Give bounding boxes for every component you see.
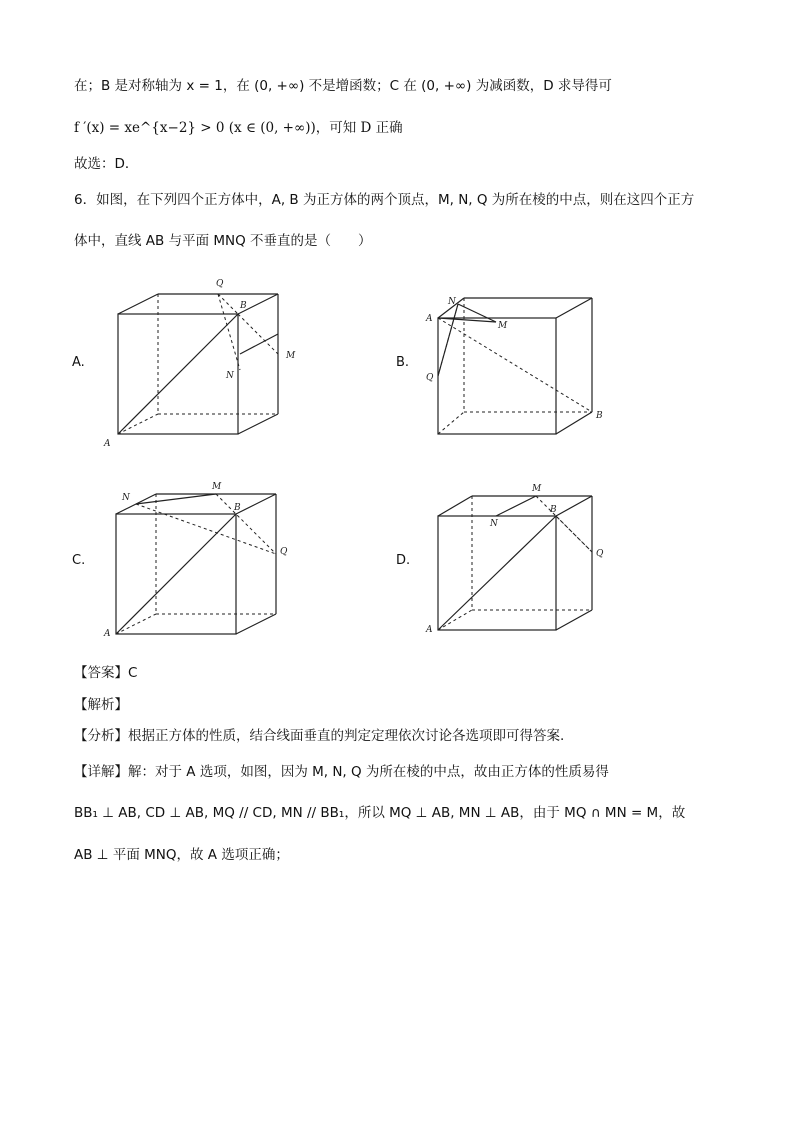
point-n-label: N bbox=[448, 297, 456, 307]
point-n-label: N bbox=[226, 371, 234, 381]
point-m-label: M bbox=[212, 482, 222, 492]
option-c-label: C. bbox=[72, 553, 86, 568]
option-d-label: D. bbox=[396, 553, 411, 568]
point-m-label: M bbox=[498, 321, 508, 331]
vertex-a-label: A bbox=[104, 629, 111, 639]
text-line-1: 在；B 是对称轴为 x = 1，在 (0, +∞) 不是增函数；C 在 (0, +∞) 为减函数，D 求导得可 bbox=[74, 78, 612, 94]
vertex-a-label: A bbox=[426, 625, 433, 635]
point-m-label: M bbox=[532, 484, 542, 494]
cube-figure-a bbox=[100, 270, 310, 455]
question-6-line-1: 6．如图，在下列四个正方体中，A, B 为正方体的两个顶点，M, N, Q 为所在棱的中点，则在这四个正方 bbox=[74, 192, 695, 208]
detailed-solution-line-1: 【详解】解：对于 A 选项，如图，因为 M, N, Q 为所在棱的中点，故由正方体的性质易得 bbox=[74, 764, 609, 780]
analysis-heading: 【解析】 bbox=[74, 697, 128, 713]
vertex-a-label: A bbox=[426, 314, 433, 324]
cube-figure-c bbox=[100, 478, 310, 640]
vertex-b-label: B bbox=[234, 503, 241, 513]
point-q-label: Q bbox=[596, 549, 604, 559]
point-m-label: M bbox=[286, 351, 296, 361]
point-n-label: N bbox=[122, 493, 130, 503]
point-q-label: Q bbox=[216, 279, 224, 289]
text-line-3: 故选：D． bbox=[74, 156, 139, 172]
point-q-label: Q bbox=[280, 547, 288, 557]
point-n-label: N bbox=[490, 519, 498, 529]
vertex-b-label: B bbox=[550, 505, 557, 515]
answer-line: 【答案】C bbox=[74, 665, 138, 681]
analysis-summary: 【分析】根据正方体的性质，结合线面垂直的判定定理依次讨论各选项即可得答案. bbox=[74, 728, 565, 744]
detailed-solution-line-2: BB₁ ⊥ AB, CD ⊥ AB, MQ // CD, MN // BB₁，所以 MQ ⊥ AB, MN ⊥ AB，由于 MQ ∩ MN = M，故 bbox=[74, 805, 686, 821]
vertex-b-label: B bbox=[596, 411, 603, 421]
cube-figure-d bbox=[420, 478, 620, 640]
vertex-b-label: B bbox=[240, 301, 247, 311]
vertex-a-label: A bbox=[104, 439, 111, 449]
detailed-solution-line-3: AB ⊥ 平面 MNQ，故 A 选项正确； bbox=[74, 847, 289, 863]
cube-figure-b bbox=[420, 290, 620, 440]
option-b-label: B. bbox=[396, 355, 410, 370]
option-a-label: A. bbox=[72, 355, 85, 370]
text-line-2: f ′(x) = xe^{x−2} > 0 (x ∈ (0, +∞))，可知 D 正确 bbox=[74, 120, 403, 136]
point-q-label: Q bbox=[426, 373, 434, 383]
question-6-line-2: 体中，直线 AB 与平面 MNQ 不垂直的是（ ） bbox=[74, 233, 372, 249]
